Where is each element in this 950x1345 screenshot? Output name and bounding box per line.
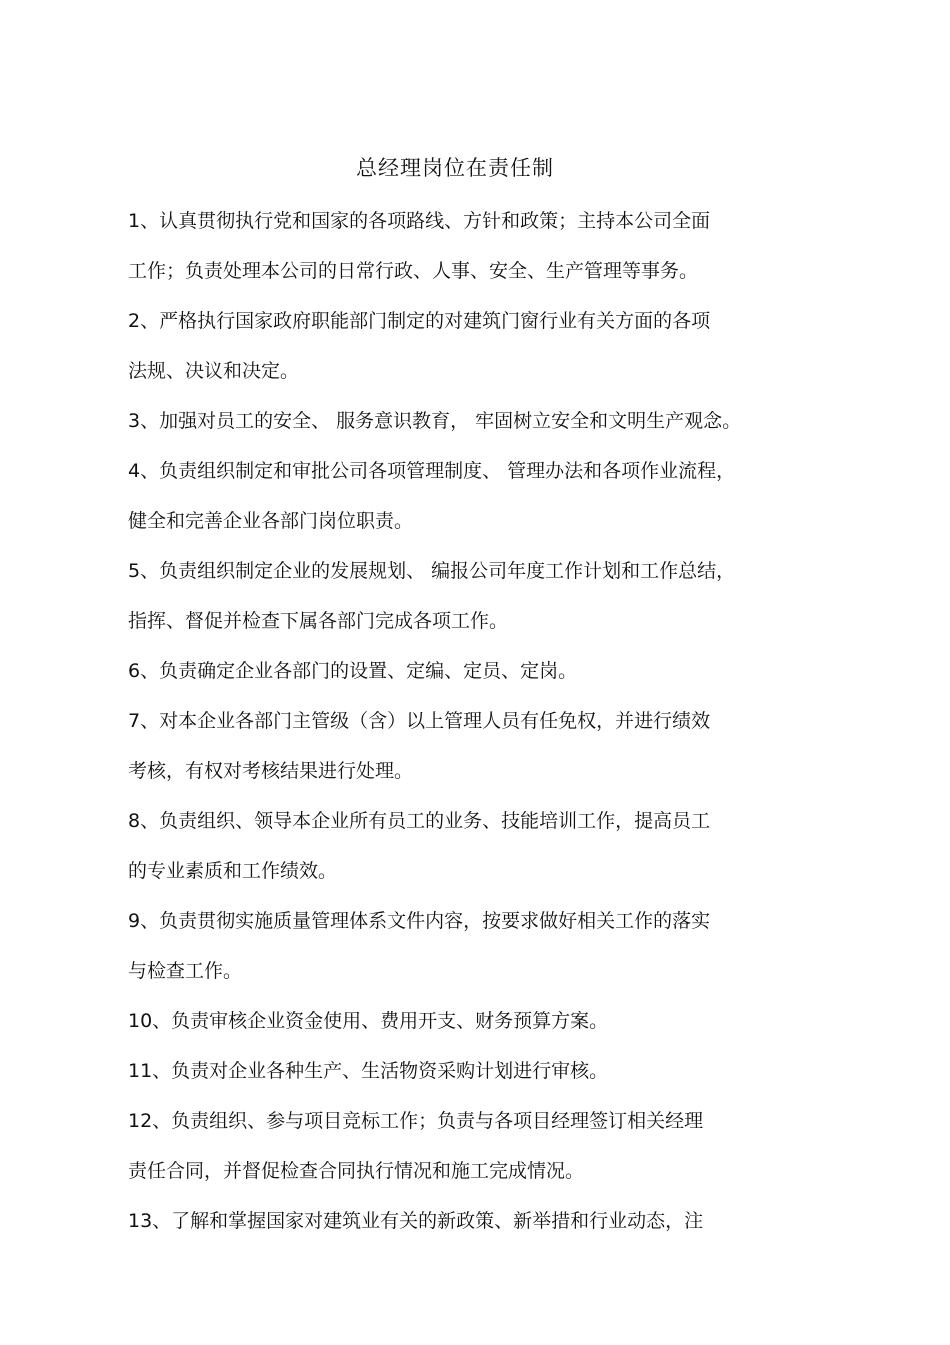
text-line: 4、负责组织制定和审批公司各项管理制度、 管理办法和各项作业流程， bbox=[128, 460, 736, 482]
text-line: 12、负责组织、参与项目竞标工作；负责与各项目经理签订相关经理 bbox=[128, 1110, 704, 1132]
text-line: 10、负责审核企业资金使用、费用开支、财务预算方案。 bbox=[128, 1010, 609, 1032]
text-line: 工作；负责处理本公司的日常行政、人事、安全、生产管理等事务。 bbox=[128, 260, 699, 282]
text-line: 责任合同，并督促检查合同执行情况和施工完成情况。 bbox=[128, 1160, 585, 1182]
text-line: 5、负责组织制定企业的发展规划、 编报公司年度工作计划和工作总结， bbox=[128, 560, 736, 582]
text-line: 6、负责确定企业各部门的设置、定编、定员、定岗。 bbox=[128, 660, 578, 682]
text-line: 健全和完善企业各部门岗位职责。 bbox=[128, 510, 414, 532]
text-line: 与检查工作。 bbox=[128, 960, 243, 982]
text-line: 1、认真贯彻执行党和国家的各项路线、方针和政策；主持本公司全面 bbox=[128, 210, 711, 232]
text-line: 13、了解和掌握国家对建筑业有关的新政策、新举措和行业动态，注 bbox=[128, 1210, 704, 1232]
text-line: 2、严格执行国家政府职能部门制定的对建筑门窗行业有关方面的各项 bbox=[128, 310, 711, 332]
text-line: 9、负责贯彻实施质量管理体系文件内容，按要求做好相关工作的落实 bbox=[128, 910, 711, 932]
text-line: 的专业素质和工作绩效。 bbox=[128, 860, 338, 882]
text-line: 8、负责组织、领导本企业所有员工的业务、技能培训工作，提高员工 bbox=[128, 810, 711, 832]
text-line: 法规、决议和决定。 bbox=[128, 360, 300, 382]
document-title: 总经理岗位在责任制 bbox=[356, 156, 554, 180]
text-line: 7、对本企业各部门主管级（含）以上管理人员有任免权，并进行绩效 bbox=[128, 710, 711, 732]
text-line: 11、负责对企业各种生产、生活物资采购计划进行审核。 bbox=[128, 1060, 609, 1082]
document-body bbox=[128, 196, 798, 1246]
text-line: 考核，有权对考核结果进行处理。 bbox=[128, 760, 414, 782]
text-line: 指挥、督促并检查下属各部门完成各项工作。 bbox=[128, 610, 509, 632]
text-line: 3、加强对员工的安全、 服务意识教育， 牢固树立安全和文明生产观念。 bbox=[128, 410, 742, 432]
